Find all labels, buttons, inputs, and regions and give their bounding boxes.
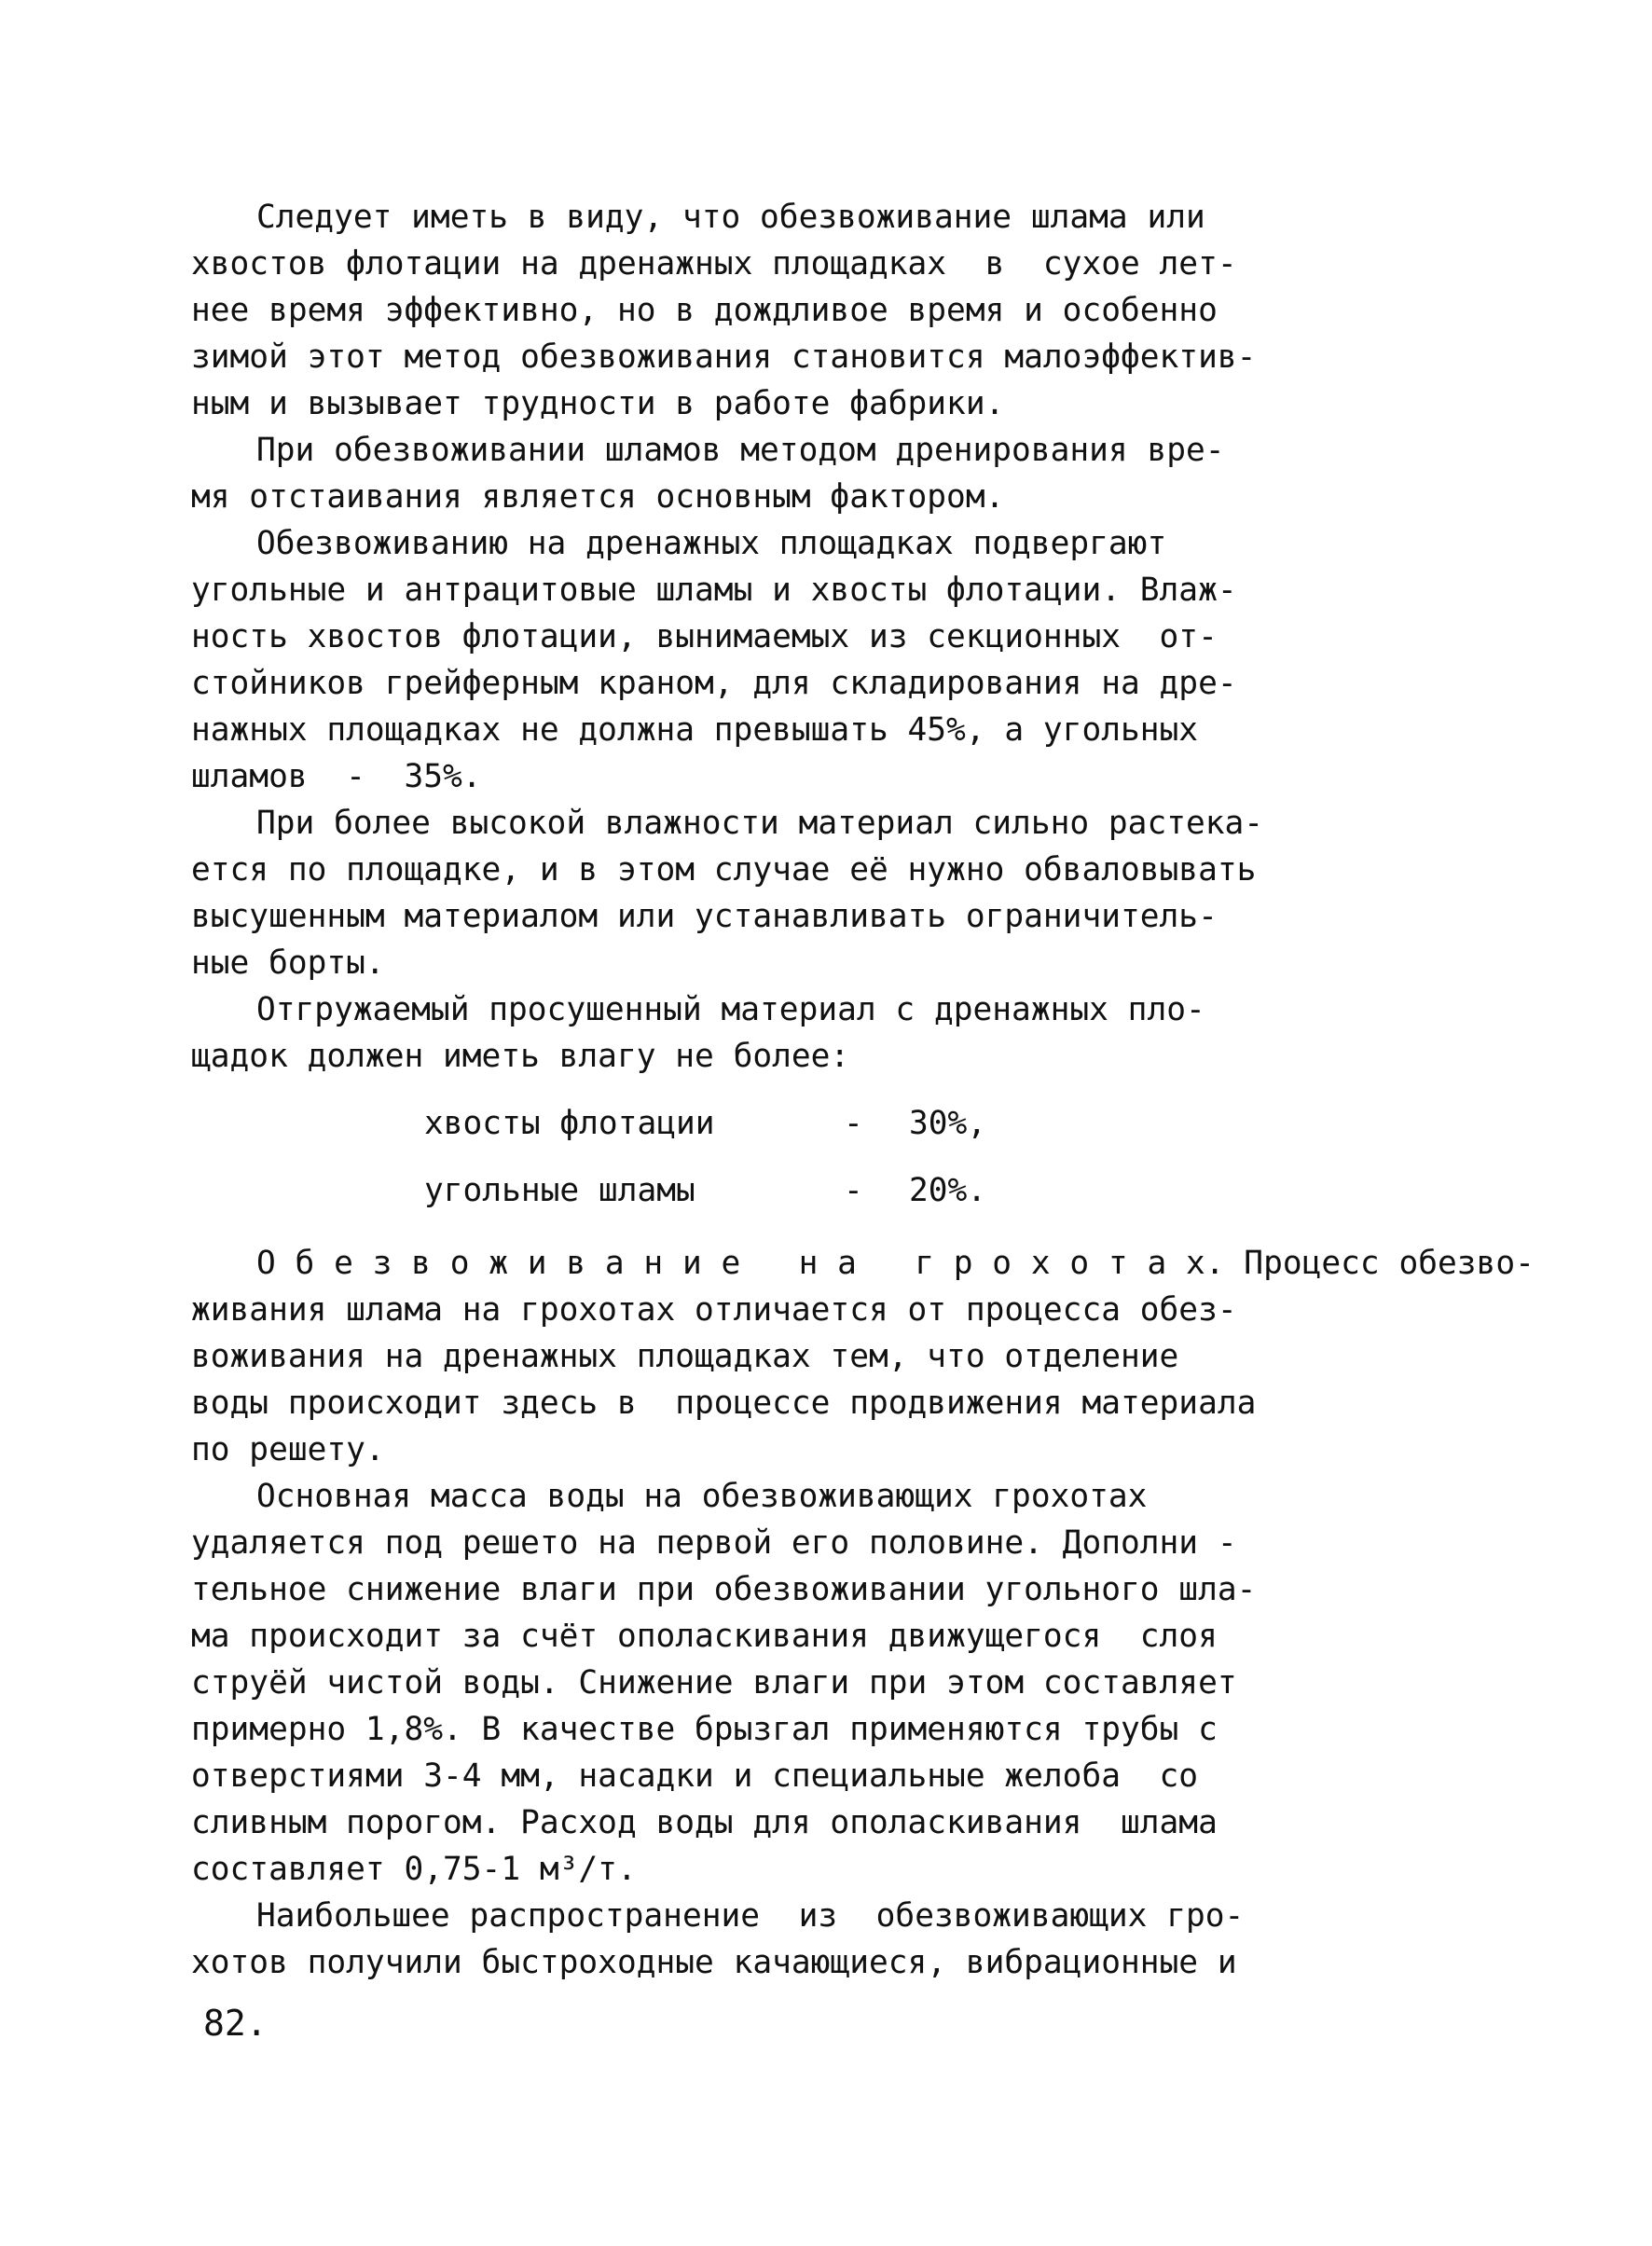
text-line: зимой этот метод обезвоживания становится малоэффектив-	[191, 338, 1257, 376]
list-item-value: 20%.	[909, 1172, 987, 1209]
text-line: Следует иметь в виду, что обезвоживание шлама или	[256, 199, 1205, 236]
text-line: ется по площадке, и в этом случае её нужно обваловывать	[191, 851, 1257, 889]
text-line: удаляется под решето на первой его половине. Дополни -	[191, 1524, 1237, 1562]
paragraph	[191, 1473, 1478, 1893]
paragraph	[191, 1240, 1535, 1473]
text-line: При более высокой влажности материал сильно растека-	[256, 805, 1264, 842]
text-line: шламов - 35%.	[191, 758, 482, 795]
text-line: мя отстаивания является основным фактором.	[191, 478, 1005, 516]
text-line: О б е з в о ж и в а н и е н а г р о х о т а х. Процесс обезво-	[256, 1245, 1535, 1282]
text-line: угольные и антрацитовые шламы и хвосты флотации. Влаж-	[191, 572, 1237, 609]
text-line: стойников грейферным краном, для складирования на дре-	[191, 665, 1237, 702]
body-text	[191, 194, 1535, 1986]
text-line: примерно 1,8%. В качестве брызгал применяются трубы с	[191, 1711, 1218, 1748]
text-line: составляет 0,75-1 м³/т.	[191, 1851, 637, 1888]
text-line: ным и вызывает трудности в работе фабрики.	[191, 385, 1005, 422]
paragraph	[191, 1893, 1478, 1986]
text-line: тельное снижение влаги при обезвоживании угольного шла-	[191, 1571, 1257, 1608]
text-line: воды происходит здесь в процессе продвижения материала	[191, 1385, 1257, 1422]
list-item-dash: -	[844, 1105, 863, 1142]
paragraph	[191, 986, 1478, 1080]
text-line: живания шлама на грохотах отличается от процесса обез-	[191, 1291, 1237, 1329]
text-line: отверстиями 3-4 мм, насадки и специальные желоба со	[191, 1757, 1199, 1795]
text-line: нее время эффективно, но в дождливое время и особенно	[191, 292, 1218, 329]
text-line: высушенным материалом или устанавливать ограничитель-	[191, 898, 1218, 935]
text-line: струёй чистой воды. Снижение влаги при этом составляет	[191, 1664, 1237, 1702]
text-line: ма происходит за счёт ополаскивания движущегося слоя	[191, 1618, 1218, 1655]
paragraph	[191, 520, 1478, 800]
paragraph	[191, 194, 1478, 427]
text-line: хотов получили быстроходные качающиеся, вибрационные и	[191, 1944, 1237, 1981]
text-line: ные борты.	[191, 944, 385, 982]
text-line: сливным порогом. Расход воды для ополаскивания шлама	[191, 1804, 1218, 1841]
text-line: Основная масса воды на обезвоживающих грохотах	[256, 1478, 1148, 1515]
moisture-list	[191, 1100, 1478, 1214]
page-number: 82.	[203, 2003, 268, 2044]
text-line: ность хвостов флотации, вынимаемых из секционных от-	[191, 618, 1218, 655]
list-item-name: хвосты флотации	[424, 1105, 715, 1142]
list-item	[424, 1167, 1478, 1214]
text-line: Обезвоживанию на дренажных площадках подвергают	[256, 525, 1167, 562]
text-line: нажных площадках не должна превышать 45%, а угольных	[191, 711, 1199, 749]
text-line: хвостов флотации на дренажных площадках в сухое лет-	[191, 245, 1237, 282]
paragraph	[191, 800, 1478, 986]
list-item-value: 30%,	[909, 1105, 987, 1142]
text-line: Отгружаемый просушенный материал с дренажных пло-	[256, 991, 1205, 1028]
text-line: щадок должен иметь влагу не более:	[191, 1038, 850, 1075]
list-item-dash: -	[844, 1172, 863, 1209]
list-item-name: угольные шламы	[424, 1172, 695, 1209]
paragraph	[191, 427, 1478, 520]
text-line: При обезвоживании шламов методом дренирования вре-	[256, 432, 1225, 469]
list-item	[424, 1100, 1478, 1147]
text-line: Наибольшее распространение из обезвоживающих гро-	[256, 1897, 1245, 1935]
text-line: воживания на дренажных площадках тем, что отделение	[191, 1338, 1179, 1375]
text-line: по решету.	[191, 1431, 385, 1468]
